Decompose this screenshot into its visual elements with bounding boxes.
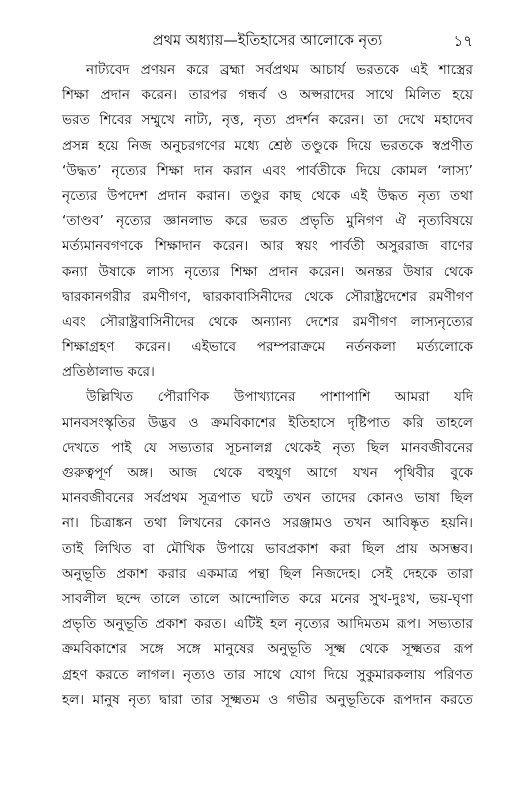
text-line: নাট্যবেদ প্রণয়ন করে ব্রহ্মা সর্বপ্রথম আচার্য ভরতকে এই শাস্ত্রের [86,62,473,78]
chapter-running-title: প্রথম অধ্যায়—ইতিহাসের আলোকে নৃত্য [152,33,383,49]
text-line: এবং সৌরাষ্ট্রবাসিনীদের থেকে অন্যান্য দেশের রমণীগণ লাস্যনৃত্যের [62,313,473,330]
text-line: অনুভূতি প্রকাশ করার একমাত্র পন্থা ছিল নিজদেহ। সেই দেহকে তারা [62,565,473,582]
text-line: সাবলীল ছন্দে তালে তালে আন্দোলিত করে মনের সুখ-দুঃখ, ভয়-ঘৃণা [62,590,473,607]
text-line: ক্রমবিকাশের সঙ্গে সঙ্গে মানুষের অনুভূতি সূক্ষ্ম থেকে সূক্ষ্মতর রূপ [62,641,473,658]
paragraph-mythological-origin [62,58,473,385]
text-line: হল। মানুষ নৃত্য দ্বারা তার সূক্ষ্মতম ও গভীর অনুভূতিকে রূপদান করতে [62,691,473,708]
paragraph-historical-origin [62,385,473,712]
running-header [62,30,473,52]
text-line: দেখতে পাই যে সভ্যতার সূচনালগ্ন থেকেই নৃত্য ছিল মানবজীবনের [62,439,473,456]
text-line: শিক্ষা প্রদান করেন। তারপর গন্ধর্ব ও অপ্সরাদের সাথে মিলিত হয়ে [62,87,473,104]
text-line: কন্যা উষাকে লাস্য নৃত্যের শিক্ষা প্রদান করেন। অনন্তর উষার থেকে [62,263,473,280]
text-line: প্রভৃতি অনুভূতি প্রকাশ করত। এটিই হল নৃত্যের আদিমতম রূপ। সভ্যতার [62,616,473,633]
page-number: ১৭ [453,32,473,50]
text-line: মানবসংস্কৃতির উদ্ভব ও ক্রমবিকাশের ইতিহাসে দৃষ্টিপাত করি তাহলে [62,414,473,431]
text-line: প্রতিষ্ঠালাভ করে। [62,364,155,381]
text-line: মানবজীবনের সর্বপ্রথম সূত্রপাত ঘটে তখন তাদের কোনও ভাষা ছিল [62,490,473,507]
text-line: নৃত্যের উপদেশ প্রদান করান। তণ্ডুর কাছ থেকে এই উদ্ধত নৃত্য তথা [62,187,473,204]
text-line: ‘উদ্ধত’ নৃত্যের শিক্ষা দান করান এবং পার্বতীকে দিয়ে কোমল ‘লাস্য’ [62,162,473,179]
text-line: দ্বারকানগরীর রমণীগণ, দ্বারকাবাসিনীদের থেকে সৌরাষ্ট্রদেশের রমণীগণ [62,288,473,305]
text-line: ‘তাণ্ডব’ নৃত্যের জ্ঞানলাভ করে ভরত প্রভৃতি মুনিগণ ঐ নৃত্যবিষয়ে [62,213,473,230]
text-line: গুরুত্বপূর্ণ অঙ্গ। আজ থেকে বহুযুগ আগে যখন পৃথিবীর বুকে [62,465,473,481]
page-body-text [62,58,473,713]
text-line: প্রসন্ন হয়ে নিজ অনুচরগণের মধ্যে শ্রেষ্ঠ তণ্ডুকে দিয়ে ভরতকে স্বপ্রণীত [62,137,473,154]
text-line: মর্ত্যমানবগণকে শিক্ষাদান করেন। আর স্বয়ং পার্বতী অসুররাজ বাণের [62,238,473,255]
text-line: ভরত শিবের সম্মুখে নাট্য, নৃত্ত, নৃত্য প্রদর্শন করেন। তা দেখে মহাদেব [62,112,473,129]
text-line: না। চিত্রাঙ্কন তথা লিখনের কোনও সরঞ্জামও তখন আবিষ্কৃত হয়নি। [62,515,473,532]
text-line: গ্রহণ করতে লাগল। নৃত্যও তার সাথে যোগ দিয়ে সুকুমারকলায় পরিণত [62,666,473,683]
text-line: উল্লিখিত পৌরাণিক উপাখ্যানের পাশাপাশি আমরা যদি [86,389,473,406]
text-line: তাই লিখিত বা মৌখিক উপায়ে ভাবপ্রকাশ করা ছিল প্রায় অসম্ভব। [62,540,473,557]
text-line: শিক্ষাগ্রহণ করেন। এইভাবে পরম্পরাক্রমে নর্তনকলা মর্ত্যলোকে [62,339,473,356]
